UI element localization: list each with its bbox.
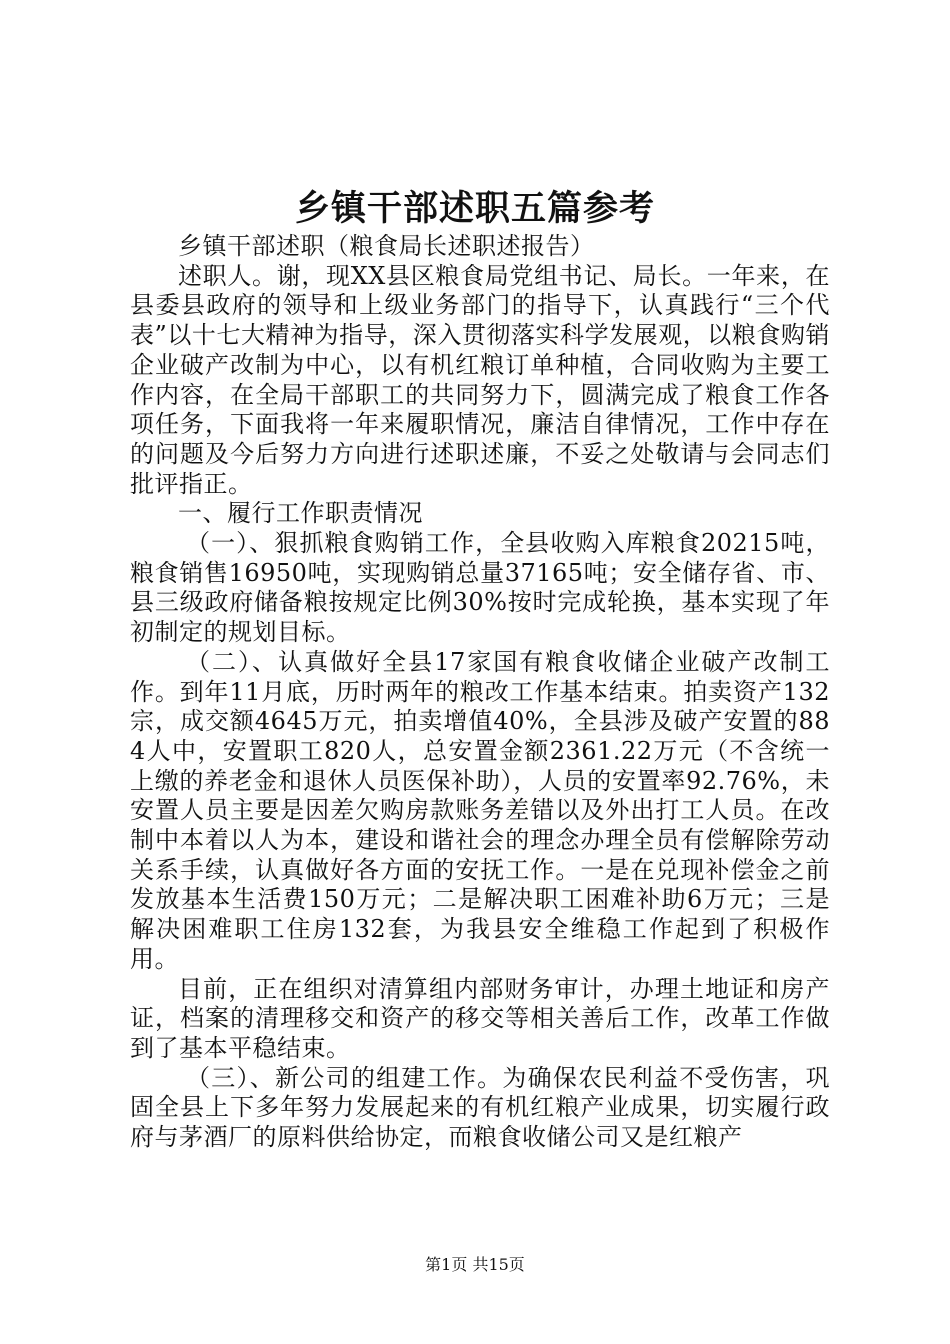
section-heading: 一、履行工作职责情况 [178, 499, 423, 528]
current-status-paragraph: 目前，正在组织对清算组内部财务审计，办理土地证和房产证，档案的清理移交和资产的移交等相关善后工作，改革工作做到了基本平稳结束。 [130, 974, 830, 1062]
item-three-paragraph: （三）、新公司的组建工作。为确保农民利益不受伤害，巩固全县上下多年努力发展起来的有机红粮产业成果，切实履行政府与茅酒厂的原料供给协定，而粮食收储公司又是红粮产 [130, 1063, 830, 1152]
subtitle-paragraph: 乡镇干部述职（粮食局长述职述报告） [178, 232, 595, 260]
item-two-paragraph: （二）、认真做好全县17家国有粮食收储企业破产改制工作。到年11月底，历时两年的粮改工作基本结束。拍卖资产132宗，成交额4645万元，拍卖增值40%，全县涉及破产安置的884人中，安置职工820人，总安置金额2361.22万元（不含统一上缴的养老金和退休人员医保补助），人员的安置率92.76%，未安置人员主要是因差欠购房款账务差错以及外出打工人员。在改制中本着以人为本，建设和谐社会的理念办理全员有偿解除劳动关系手续，认真做好各方面的安抚工作。一是在兑现补偿金之前发放基本生活费150万元；二是解决职工困难补助6万元；三是解决困难职工住房132套，为我县安全维稳工作起到了积极作用。 [130, 647, 830, 973]
document-title: 乡镇干部述职五篇参考 [294, 188, 655, 229]
page-number-footer: 第1页 共15页 [425, 1255, 525, 1274]
item-one-paragraph: （一）、狠抓粮食购销工作，全县收购入库粮食20215吨，粮食销售16950吨，实现购销总量37165吨；安全储存省、市、县三级政府储备粮按规定比例30%按时完成轮换，基本实现了年初制定的规划目标。 [130, 529, 830, 647]
document-body [130, 232, 830, 1153]
intro-paragraph: 述职人。谢，现XX县区粮食局党组书记、局长。一年来，在县委县政府的领导和上级业务部门的指导下，认真践行“三个代表”以十七大精神为指导，深入贯彻落实科学发展观，以粮食购销企业破产改制为中心，以有机红粮订单种植，合同收购为主要工作内容，在全局干部职工的共同努力下，圆满完成了粮食工作各项任务，下面我将一年来履职情况，廉洁自律情况，工作中存在的问题及今后努力方向进行述职述廉，不妥之处敬请与会同志们批评指正。 [130, 261, 830, 498]
